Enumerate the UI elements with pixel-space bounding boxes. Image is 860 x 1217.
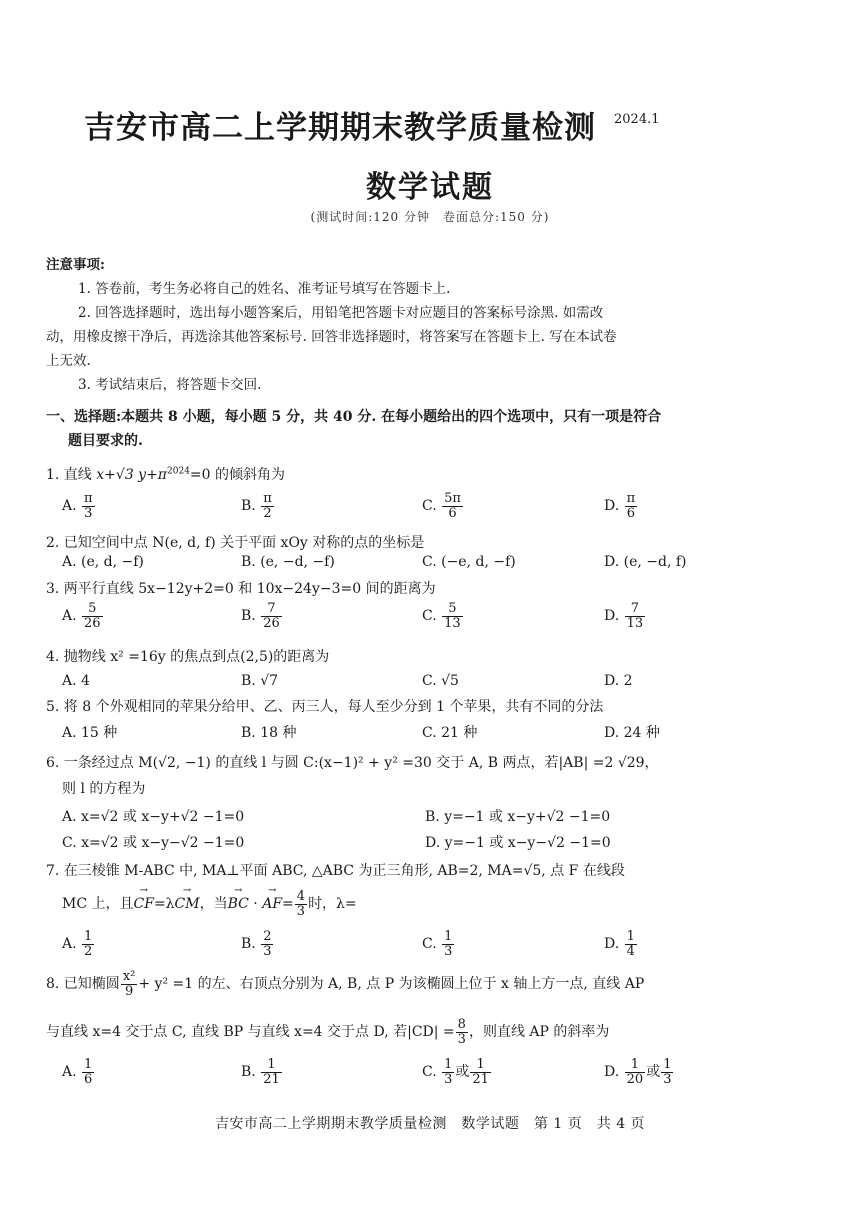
- text-fragment: 1: [444, 929, 453, 944]
- question-7-option-b: [241, 930, 274, 958]
- text-fragment: + y² =1 的左、右顶点分别为 A, B, 点 P 为该椭圆上位于 x 轴上方一点, 直线 AP: [138, 976, 645, 993]
- text-fragment: 1: [444, 1057, 453, 1072]
- question-8-stem-cont: [46, 1018, 609, 1046]
- exam-subject: 数学试题: [366, 170, 494, 205]
- question-1-option-c: [422, 492, 464, 520]
- question-2-option-d: D. (e, −d, f): [604, 554, 687, 570]
- question-6-option-d: D. y=−1 或 x−y−√2 −1=0: [425, 835, 611, 851]
- question-8-option-d: [604, 1058, 674, 1086]
- text-fragment: x²: [122, 969, 136, 984]
- question-1-stem: [46, 464, 285, 484]
- text-fragment: D.: [604, 498, 620, 515]
- text-fragment: 5: [82, 602, 103, 617]
- text-fragment: 或: [646, 1064, 661, 1081]
- question-1-option-d: [604, 492, 638, 520]
- exam-title: 吉安市高二上学期期末教学质量检测: [84, 110, 596, 146]
- question-2-option-a: A. (e, d, −f): [62, 554, 144, 570]
- text-fragment: C.: [422, 936, 437, 953]
- question-6-option-c: C. x=√2 或 x−y−√2 −1=0: [62, 835, 245, 851]
- question-4-stem: 4. 抛物线 x² =16y 的焦点到点(2,5)的距离为: [46, 649, 330, 665]
- text-fragment: 2: [263, 505, 272, 521]
- text-fragment: ，当: [199, 896, 228, 913]
- text-fragment: D.: [604, 936, 620, 953]
- text-fragment: 9: [124, 983, 134, 999]
- text-fragment: C.: [422, 498, 437, 515]
- text-fragment: 4: [296, 889, 306, 904]
- text-fragment: 1: [261, 1058, 282, 1073]
- text-fragment: 2024: [167, 466, 190, 477]
- question-6-option-b: B. y=−1 或 x−y+√2 −1=0: [425, 809, 611, 825]
- notice-block: [46, 253, 816, 397]
- text-fragment: 1: [626, 929, 635, 944]
- question-1-option-a: [62, 492, 96, 520]
- text-fragment: MC 上，且: [62, 896, 134, 913]
- text-fragment: 2: [84, 943, 93, 959]
- fraction: [82, 930, 94, 958]
- notice-item-2-end: 上无效.: [46, 353, 91, 369]
- text-fragment: B.: [241, 608, 256, 625]
- text-fragment: C.: [422, 608, 437, 625]
- text-fragment: =: [282, 896, 294, 913]
- section-line-2: 题目要求的.: [68, 433, 143, 449]
- fraction: [82, 492, 95, 520]
- notice-item-1: 1. 答卷前，考生务必将自己的姓名、准考证号填写在答题卡上.: [78, 281, 451, 297]
- fraction: [82, 602, 103, 630]
- text-fragment: 7: [261, 602, 282, 617]
- question-3-option-d: [604, 602, 646, 630]
- text-fragment: B.: [241, 498, 256, 515]
- text-fragment: 3: [84, 505, 93, 521]
- text-fragment: π: [263, 491, 272, 506]
- fraction: [82, 1058, 94, 1086]
- question-8-option-b: [241, 1058, 283, 1086]
- text-fragment: 1: [470, 1058, 491, 1073]
- text-fragment: 3: [444, 943, 453, 959]
- question-5-option-b: B. 18 种: [241, 725, 297, 741]
- question-5-option-a: A. 15 种: [62, 725, 118, 741]
- fraction: [261, 602, 282, 630]
- question-6-option-a: A. x=√2 或 x−y+√2 −1=0: [62, 809, 245, 825]
- text-fragment: 1: [625, 1058, 646, 1073]
- question-7-stem: 7. 在三棱锥 M-ABC 中, MA⊥平面 ABC, △ABC 为正三角形, AB=2, MA=√5, 点 F 在线段: [46, 863, 625, 879]
- question-2-option-c: C. (−e, d, −f): [422, 554, 516, 570]
- fraction: [625, 602, 646, 630]
- text-fragment: 1. 直线: [46, 467, 97, 483]
- text-fragment: → CM: [175, 896, 200, 912]
- question-7-option-d: [604, 930, 638, 958]
- question-3-option-c: [422, 602, 464, 630]
- question-5-stem: 5. 将 8 个外观相同的苹果分给甲、乙、丙三人，每人至少分到 1 个苹果，共有不同的分法: [46, 699, 604, 715]
- notice-heading: 注意事项:: [46, 257, 105, 273]
- text-fragment: 或: [455, 1064, 470, 1081]
- fraction: [456, 1018, 468, 1046]
- text-fragment: B.: [241, 936, 256, 953]
- text-fragment: 与直线 x=4 交于点 C, 直线 BP 与直线 x=4 交于点 D, 若|CD| =: [46, 1024, 455, 1041]
- text-fragment: A.: [62, 608, 77, 625]
- text-fragment: → AF: [262, 896, 282, 912]
- text-fragment: 2: [263, 929, 272, 944]
- text-fragment: 13: [626, 615, 644, 631]
- text-fragment: 1: [663, 1057, 672, 1072]
- fraction: [470, 1058, 491, 1086]
- fraction: [442, 492, 463, 520]
- question-4-option-a: A. 4: [62, 673, 90, 689]
- text-fragment: 3: [457, 1031, 466, 1047]
- notice-item-2-cont: 动，用橡皮擦干净后，再选涂其他答案标号. 回答非选择题时，将答案写在答题卡上. 写在本试卷: [46, 329, 617, 345]
- exam-date: 2024.1: [614, 112, 660, 127]
- fraction: [261, 492, 274, 520]
- text-fragment: 7: [625, 602, 646, 617]
- fraction: [442, 602, 463, 630]
- text-fragment: 20: [626, 1071, 644, 1087]
- exam-timing: (测试时间:120 分钟 卷面总分:150 分): [310, 210, 550, 224]
- notice-item-2: 2. 回答选择题时，选出每小题答案后，用铅笔把答题卡对应题目的答案标号涂黑. 如需改: [78, 305, 604, 321]
- text-fragment: 6: [626, 505, 636, 521]
- text-fragment: D.: [604, 1064, 620, 1081]
- fraction: [261, 1058, 282, 1086]
- page-footer: 吉安市高二上学期期末教学质量检测 数学试题 第 1 页 共 4 页: [214, 1116, 646, 1132]
- text-fragment: B.: [241, 1064, 256, 1081]
- text-fragment: 3: [663, 1071, 672, 1087]
- fraction: [121, 970, 138, 998]
- text-fragment: 3: [444, 1071, 453, 1087]
- question-6-stem: 6. 一条经过点 M(√2, −1) 的直线 l 与圆 C:(x−1)² + y² =30 交于 A, B 两点，若|AB| =2 √29，: [46, 755, 659, 771]
- fraction: [625, 930, 637, 958]
- text-fragment: 5: [442, 602, 463, 617]
- question-2-option-b: B. (e, −d, −f): [241, 554, 335, 570]
- text-fragment: π: [84, 491, 93, 506]
- text-fragment: 8. 已知椭圆: [46, 976, 120, 993]
- fraction: [442, 930, 454, 958]
- text-fragment: ，则直线 AP 的斜率为: [468, 1024, 610, 1041]
- fraction: [625, 1058, 646, 1086]
- text-fragment: A.: [62, 498, 77, 515]
- text-fragment: 26: [84, 615, 101, 631]
- question-7-option-c: [422, 930, 455, 958]
- text-fragment: 6: [84, 1071, 93, 1087]
- fraction: [295, 890, 307, 918]
- question-7-option-a: [62, 930, 95, 958]
- text-fragment: D.: [604, 608, 620, 625]
- question-8-option-a: [62, 1058, 95, 1086]
- text-fragment: 21: [263, 1071, 280, 1087]
- question-4-option-b: B. √7: [241, 673, 279, 689]
- text-fragment: 1: [84, 929, 93, 944]
- question-2-stem: 2. 已知空间中点 N(e, d, f) 关于平面 xOy 对称的点的坐标是: [46, 535, 425, 551]
- fraction: [261, 930, 273, 958]
- fraction: [625, 492, 638, 520]
- text-fragment: 8: [457, 1017, 466, 1032]
- fraction: [661, 1058, 673, 1086]
- text-fragment: C.: [422, 1064, 437, 1081]
- section-line-1: 一、选择题:本题共 8 小题，每小题 5 分，共 40 分. 在每小题给出的四个选项中，只有一项是符合: [46, 409, 662, 425]
- question-4-option-c: C. √5: [422, 673, 459, 689]
- text-fragment: 21: [472, 1071, 489, 1087]
- text-fragment: 4: [626, 943, 635, 959]
- text-fragment: 5π: [444, 491, 461, 506]
- question-7-stem-cont: [62, 890, 357, 918]
- text-fragment: ·: [248, 896, 263, 913]
- text-fragment: =λ: [153, 896, 175, 913]
- text-fragment: A.: [62, 936, 77, 953]
- question-8-option-c: [422, 1058, 492, 1086]
- text-fragment: =0 的倾斜角为: [189, 467, 286, 483]
- text-fragment: 1: [84, 1057, 93, 1072]
- text-fragment: x+√3 y+π: [96, 467, 168, 483]
- question-3-option-b: [241, 602, 283, 630]
- question-8-stem: [46, 970, 644, 998]
- question-1-option-b: [241, 492, 275, 520]
- question-6-stem-cont: 则 l 的方程为: [62, 781, 146, 797]
- text-fragment: 3: [263, 943, 272, 959]
- notice-item-3: 3. 考试结束后，将答题卡交回.: [78, 377, 262, 393]
- text-fragment: π: [626, 491, 636, 506]
- text-fragment: → CF: [134, 896, 154, 912]
- question-5-option-c: C. 21 种: [422, 725, 478, 741]
- text-fragment: 6: [448, 505, 457, 521]
- text-fragment: 3: [296, 903, 306, 919]
- question-3-option-a: [62, 602, 104, 630]
- text-fragment: 时，λ=: [308, 896, 357, 913]
- question-3-stem: 3. 两平行直线 5x−12y+2=0 和 10x−24y−3=0 间的距离为: [46, 581, 436, 597]
- text-fragment: A.: [62, 1064, 77, 1081]
- text-fragment: 26: [263, 615, 280, 631]
- question-4-option-d: D. 2: [604, 673, 633, 689]
- question-5-option-d: D. 24 种: [604, 725, 660, 741]
- text-fragment: → BC: [228, 896, 249, 912]
- fraction: [442, 1058, 454, 1086]
- text-fragment: 13: [444, 615, 461, 631]
- section-heading: [46, 405, 806, 453]
